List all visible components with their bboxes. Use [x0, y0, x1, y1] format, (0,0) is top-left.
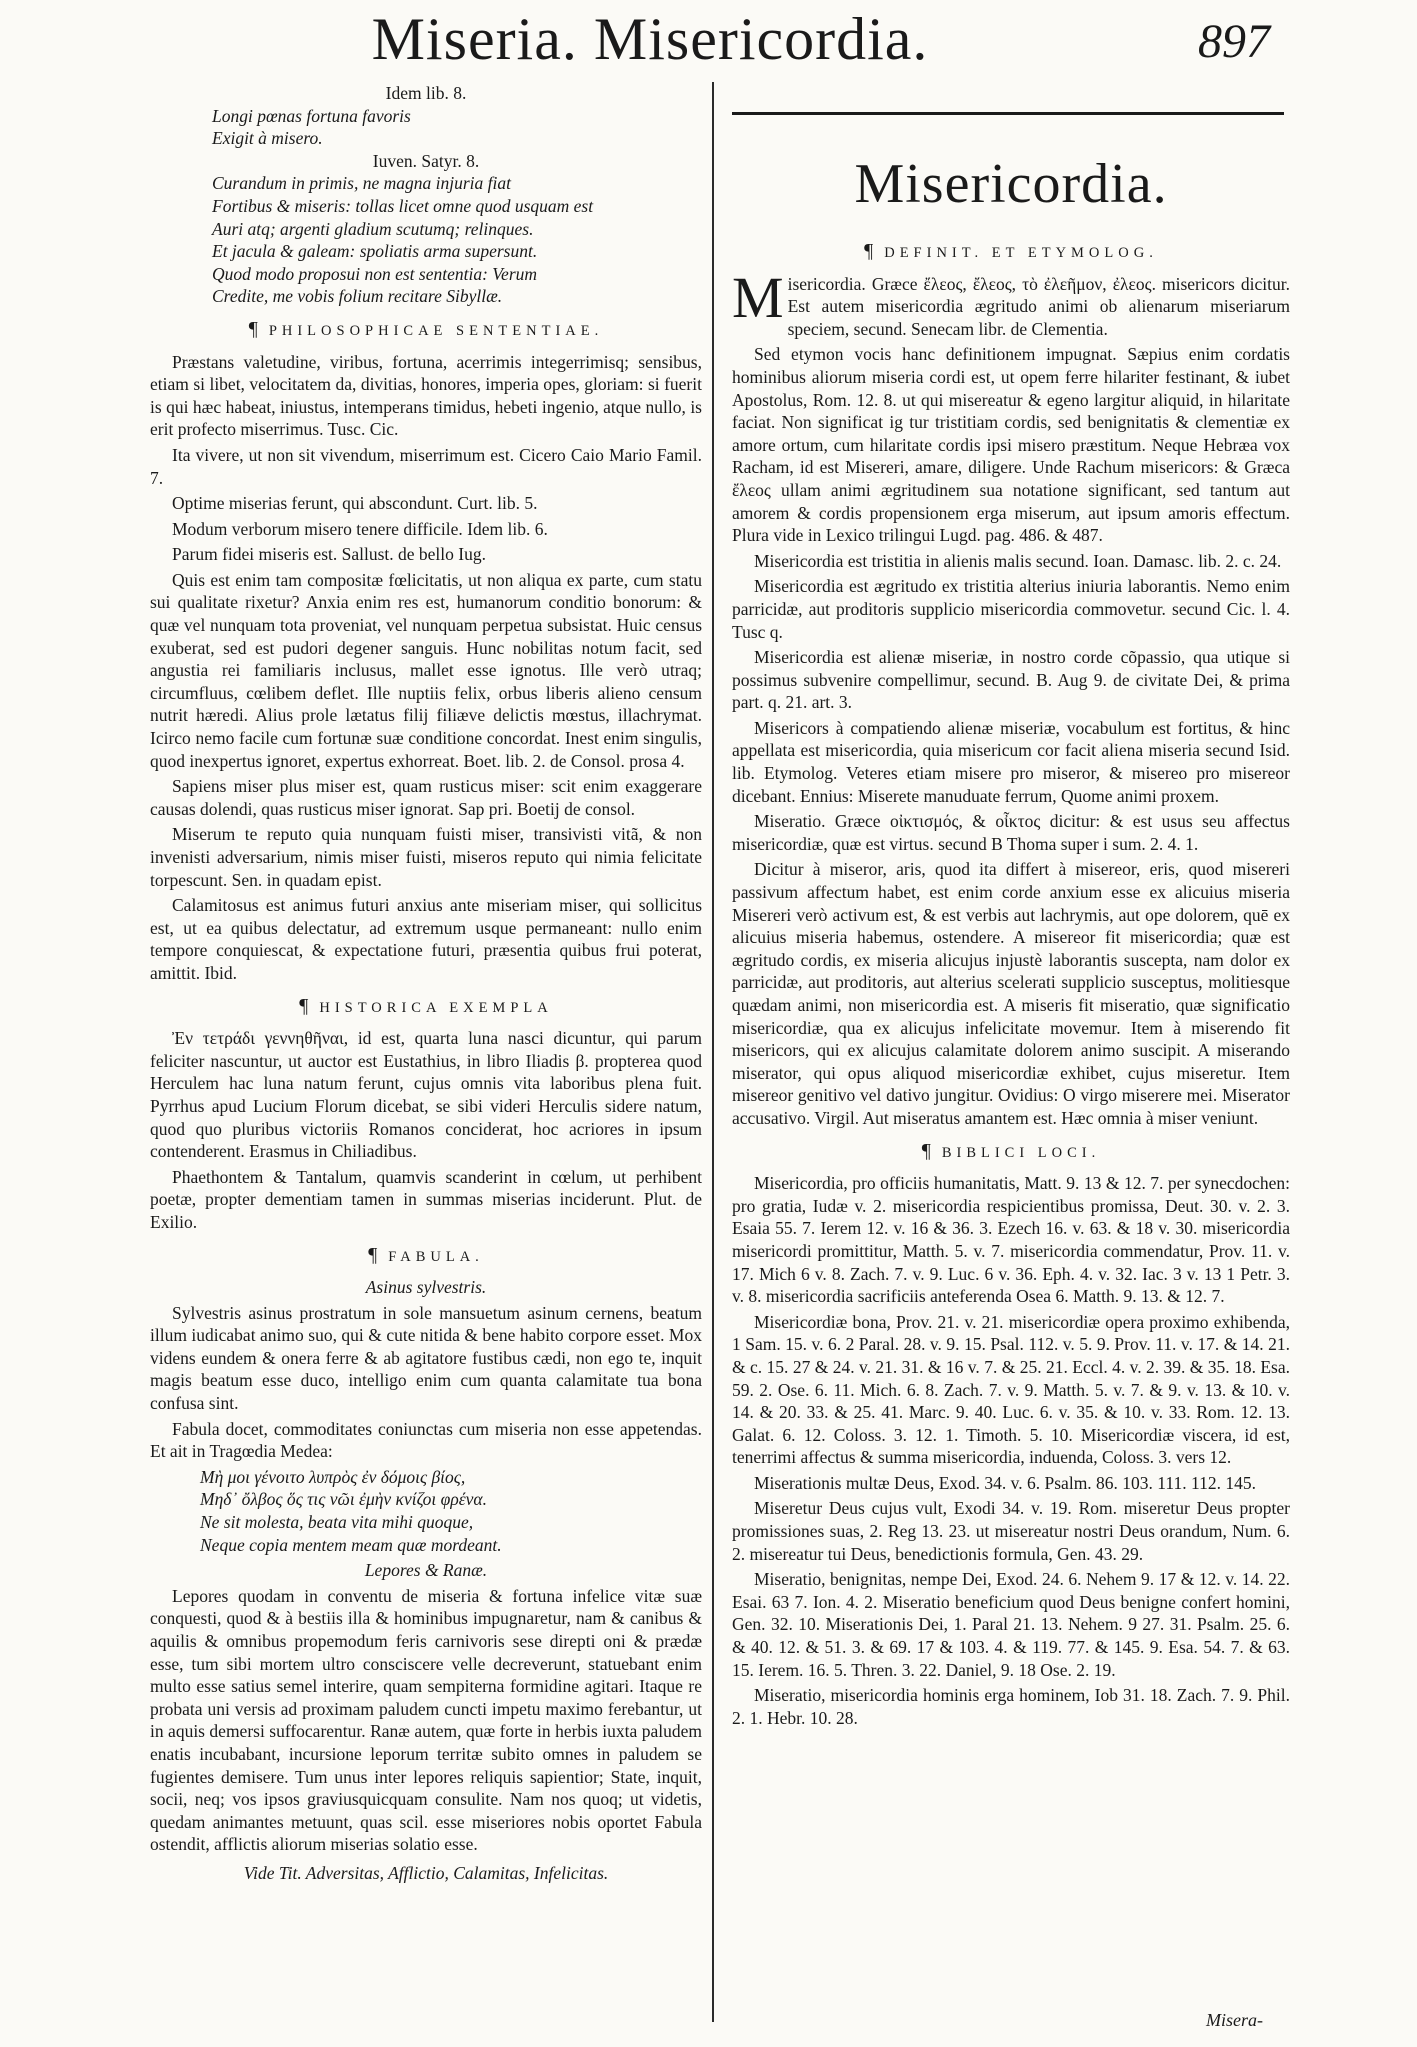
verse-line: Auri atq; argenti gladium scutumq; relinques. — [212, 218, 534, 239]
verse-line: Longi pœnas fortuna favoris — [212, 105, 411, 126]
paragraph-mark-icon: ¶ — [864, 240, 879, 262]
paragraph: Sylvestris asinus prostratum in sole mansuetum asinum cernens, beatum illum iudicabat animo suo, qui & cute nitida & bene habito corpore esset. Mox videns eundem & onera ferre & ab agitatore fustibus cædi, non ego te, inquit magis beatum esse duco, intelligo enim cum quanta calamitate tua bona confusa sint. — [150, 1302, 702, 1414]
section-heading: ¶ PHILOSOPHICAE SENTENTIAE. — [248, 317, 604, 340]
paragraph-mark-icon: ¶ — [248, 317, 263, 340]
paragraph: Misericordia est tristitia in alienis malis secund. Ioan. Damasc. lib. 2. c. 24. — [754, 550, 1282, 571]
left-column — [150, 82, 702, 1902]
paragraph-mark-icon: ¶ — [368, 1243, 383, 1266]
paragraph: Quis est enim tam compositæ fœlicitatis, ut non aliqua ex parte, cum statu sui qualitate rixetur? Anxia enim res est, humanorum conditio bonorum: & quæ vel nunquam tota proveniat, vel nunquam perpetua subsistat. Huic census exuberat, sed est pudori degener sanguis. Hunc nobilitas notum facit, sed angustia rei familiaris inclusus, mallet esse ignotus. Ille verò utraq; circumfluus, cœlibem deflet. Ille nuptiis felix, orbus liberis alieno censum nutrit hæredi. Alius prole lætatus filij filiæve delictis mœstus, illachrymat. Icirco nemo facile cum fortunæ suæ conditione concordat. Inest enim singulis, quod inexpertus ignoret, expertus exhorreat. Boet. lib. 2. de Consol. prosa 4. — [150, 569, 702, 771]
page-number: 897 — [1198, 15, 1270, 68]
verse-line: Curandum in primis, ne magna injuria fiat — [212, 173, 511, 194]
section-heading: ¶ FABULA. — [368, 1243, 484, 1266]
verse-line: Fortibus & miseris: tollas licet omne quod usquam est — [212, 195, 594, 216]
paragraph: Optime miserias ferunt, qui abscondunt. Curt. lib. 5. — [172, 493, 538, 514]
section-heading: ¶ HISTORICA EXEMPLA — [299, 994, 553, 1017]
paragraph: Misericordia, pro officiis humanitatis, Matt. 9. 13 & 12. 7. per synecdochen: pro gratia, Iudæ v. 2. misericordia respicientibus promissa, Deut. 30. v. 2. 3. Esaia 55. 7. Ierem 12. v. 16 & 36. 3. Ezech 16. v. 63. & 18 v. 30. misericordia misericordi promittitur, Matth. 5. v. 7. misericordia commendatur, Prov. 11. v. 17. Mich 6 v. 8. Zach. 7. v. 9. Luc. 6 v. 36. Eph. 4. v. 32. Iac. 3 v. 13 1 Petr. 3. v. 8. misericordia sacrificiis anteferenda Osea 6. Matth. 9. 13. & 12. 7. — [732, 1173, 1290, 1307]
paragraph-mark-icon: ¶ — [921, 1139, 936, 1162]
paragraph: Fabula docet, commoditates coniunctas cum miseria non esse appetendas. Et ait in Tragœdia Medea: — [150, 1418, 702, 1462]
verse-line: Et jacula & galeam: spoliatis arma supersunt. — [212, 241, 538, 262]
paragraph: Modum verborum misero tenere difficile. Idem lib. 6. — [172, 518, 548, 539]
paragraph: Misericordiæ bona, Prov. 21. v. 21. misericordiæ opera proximo exhibenda, 1 Sam. 15. v. 6. 2 Paral. 28. v. 9. 15. Psal. 112. v. 5. 9. Prov. 11. v. 17. & 14. 21. & c. 15. 27 & 24. v. 21. 31. & 16 v. 7. & 25. 21. Eccl. 4. v. 2. 39. & 35. 18. Esa. 59. 2. Ose. 6. 11. Mich. 6. 8. Zach. 7. v. 9. Matth. 5. v. 7. & 9. v. 13. & 10. v. 14. & 20. 33. & 25. 41. Marc. 9. 40. Luc. 6. v. 35. & 10. v. 33. Rom. 12. 13. Galat. 6. 12. Coloss. 3. 12. 1. Timoth. 5. 10. Misericordiæ viscera, id est, tenerrimi affectus & summa misericordia, induenda, Coloss. 3. vers 12. — [732, 1311, 1290, 1468]
verse-line: Μηδ᾽ ὄλβος ὅς τις νῶι ἐμὴν κνίζοι φρένα. — [200, 1489, 487, 1510]
paragraph: Miseratio, misericordia hominis erga hominem, Iob 31. 18. Zach. 7. 9. Phil. 2. 1. Hebr. 10. 28. — [732, 1685, 1290, 1728]
verse-line: Credite, me vobis folium recitare Sibyllæ. — [212, 286, 503, 307]
cross-reference: Vide Tit. Adversitas, Afflictio, Calamitas, Infelicitas. — [243, 1862, 609, 1883]
page-header — [0, 0, 1417, 86]
verse-line: Quod modo proposui non est sententia: Verum — [212, 263, 538, 284]
section-heading: ¶ DEFINIT. ET ETYMOLOG. — [864, 240, 1158, 262]
paragraph: Misericordia. Græce ἔλεος, ἔλεος, τὸ ἐλεῆμον, ἐλεος. misericors dicitur. Est autem misericordia ægritudo animi ob alienarum miseriarum speciem, secund. Senecam libr. de Clementia. — [732, 264, 1290, 339]
entry-title: Misericordia. — [854, 153, 1168, 215]
paragraph: Miserationis multæ Deus, Exod. 34. v. 6. Psalm. 86. 103. 111. 112. 145. — [754, 1472, 1256, 1493]
paragraph: Phaethontem & Tantalum, quamvis scanderint in cœlum, ut perhibent poetæ, propter dementiam tamen in summas miserias inciderunt. Plut. de Exilio. — [150, 1166, 702, 1232]
paragraph: Sed etymon vocis hanc definitionem impugnat. Sæpius enim cordatis hominibus aliorum miseria cordi est, ut opem ferre hilariter festinant, & iubet Apostolus, Rom. 12. 8. ut qui misereatur & egeno largitur aliquid, in hilaritate faciat. Non significat ig tur tristitiam cordis, sed benignitatis & clementiæ ex amore ortum, cum hilaritate cordis ipsi misero præstitum. Neque Hebræa vox Racham, id est Misereri, amare, diligere. Unde Rachum misericors: & Græca ἔλεος ullam animi ægritudinem sua notatione significant, sed tantum aut amorem & cordis propensionem erga miserum, aut ipsum amoris effectum. Plura vide in Lexico trilingui Lugd. pag. 486. & 487. — [732, 344, 1290, 546]
right-column — [732, 82, 1290, 1732]
paragraph-mark-icon: ¶ — [299, 994, 314, 1017]
fable-title: Asinus sylvestris. — [365, 1277, 487, 1298]
paragraph: Miserum te reputo quia nunquam fuisti miser, transivisti vitã, & non invenisti adversarium, nimis miser fuisti, miseros reputo qui nimia felicitate torpescunt. Sen. in quadam epist. — [150, 824, 702, 890]
paragraph: Misericordia est ægritudo ex tristitia alterius iniuria laborantis. Nemo enim parricidæ, aut proditoris supplicio misericordia commovetur. secund Cic. l. 4. Tusc q. — [732, 576, 1290, 642]
verse-line: Exigit à misero. — [212, 128, 323, 149]
paragraph: Miseratio, benignitas, nempe Dei, Exod. 24. 6. Nehem 9. 17 & 12. v. 14. 22. Esai. 63 7. Ion. 4. 2. Miseratio beneficium quod Deus benigne confert homini, Gen. 32. 10. Miserationis Dei, 1. Paral 21. 13. Nehem. 9 27. 31. Psalm. 25. 6. & 40. 12. & 51. 3. & 69. 17 & 103. 4. & 119. 77. & 145. 9. Esa. 54. 7. & 63. 15. Ierem. 16. 5. Thren. 3. 22. Daniel, 9. 18 Ose. 2. 19. — [732, 1569, 1290, 1680]
paragraph: Misericordia est alienæ miseriæ, in nostro corde cõpassio, qua utique si possimus subvenire compellimur, secund. B. Aug 9. de civitate Dei, & prima part. q. 21. art. 3. — [732, 647, 1290, 713]
paragraph: Parum fidei miseris est. Sallust. de bello Iug. — [172, 544, 486, 565]
paragraph: Lepores quodam in conventu de miseria & fortuna infelice vitæ suæ conquesti, quod & à bestiis illa & hominibus impugnaretur, nam & canibus & aquilis & omnibus propemodum feris carnivoris sese direpti oni & prædæ esse, tum sibi mortem ultro consciscere velle decreverunt, statuebant enim multo esse satius semel interire, quam sempiterna formidine agitari. Itaque re probata uni versis ad proximam paludem cuncti impetu maximo ferebantur, ut in aquis demersi suffocarentur. Ranæ autem, quæ forte in herbis iuxta paludem enatis incubabant, incursione leporum territæ subito omnes in paludem se fugientes demisere. Tum unus inter lepores reliquis sapientior; State, inquit, socii, neq; vos ipsos graviusquicquam consulite. Nam nos quoq; ut videtis, quedam animantes metuunt, quas scil. esse miseriores nobis oportet Fabula ostendit, afflictis aliorum miserias solatio esse. — [150, 1585, 702, 1855]
verse-line: Ne sit molesta, beata vita mihi quoque, — [200, 1512, 474, 1533]
paragraph: Miseratio. Græce οἰκτισμός, & οἶκτος dicitur: & est usus seu affectus misericordiæ, quæ est virtus. secund B Thoma super i sum. 2. 4. 1. — [732, 811, 1290, 854]
fable-title: Lepores & Ranæ. — [364, 1560, 488, 1581]
paragraph: Dicitur à miseror, aris, quod ita differt à misereor, eris, quod misereri passivum affectum habet, est enim corde anxium esse ex alicuius miseria Misereri verò activum est, & est verbis aut lachrymis, aut ope dolorem, quē ex alicuius miseria habemus, ostendere. A misereor fit misericordia; quæ est ægritudo cordis, ex miseria alicujus injustè laborantis suscepta, nam dolor ex parricidæ, aut proditoris, aut alterius scelerati supplicio susceptus, molitiesque quædam animi, non misericordia est. A miseris fit miseratio, quæ significatio misericordiæ, qua ex alicujus infelicitate movemur. Item à miserendo fit misericors, qui ex alicujus calamitate dolorem animo suscipit. A miserando miserator, qui opus aliquod misericordiæ exhibet, cujus miseretur. Item misereor genitivo vel dativo jungitur. Ovidius: O virgo miserere mei. Miserator accusativo. Virgil. Aut miseratus amantem est. Hæc omnia à miser veniunt. — [732, 859, 1290, 1128]
source-citation: Iuven. Satyr. 8. — [372, 150, 480, 171]
paragraph: Calamitosus est animus futuri anxius ante miseriam miser, qui sollicitus est, ut ea quibus delectatur, ad extremum usque permaneant: nullo enim tempore conquiescat, & expectatione futuri, præsentia quibus frui poterat, amittit. Ibid. — [150, 895, 702, 983]
column-divider — [712, 82, 714, 2022]
drop-cap: M — [732, 264, 784, 330]
paragraph: Sapiens miser plus miser est, quam rusticus miser: scit enim exaggerare causas dolendi, quas rusticus miser ignorat. Sap pri. Boetij de consol. — [150, 776, 702, 819]
paragraph: Miseretur Deus cujus vult, Exodi 34. v. 19. Rom. miseretur Deus propter promissiones suas, 2. Reg 13. 23. ut misereatur nostri Deus orandum, Num. 6. 2. misereatur tui Deus, benedictionis formula, Gen. 43. 29. — [732, 1498, 1290, 1564]
source-citation: Idem lib. 8. — [385, 83, 467, 103]
verse-line: Μὴ μοι γένοιτο λυπρὸς ἐν δόμοις βίος, — [200, 1466, 466, 1487]
paragraph: Misericors à compatiendo alienæ miseriæ, vocabulum est fortitus, & hinc appellata est misericordia, quia misericum cor facit aliena miseria secund Isid. lib. Etymolog. Veteres etiam misere pro miseror, & misereo pro misereor dicebant. Ennius: Miserete manuduate ferrum, Quome animi proxem. — [732, 717, 1290, 806]
paragraph: Ita vivere, ut non sit vivendum, miserrimum est. Cicero Caio Mario Famil. 7. — [150, 444, 702, 488]
paragraph: Ἐν τετράδι γεννηθῆναι, id est, quarta luna nasci dicuntur, qui parum feliciter nascuntur, ut auctor est Eustathius, in libro Iliadis β. propterea quod Herculem hac luna natum ferunt, cujus omnis vita laboribus plena fuit. Pyrrhus apud Lucium Florum dicebat, se sibi videri Herculis sidere natum, quod quo pluribus victoriis Romanos conciderat, hoc acriores in ipsum contenderent. Erasmus in Chiliadibus. — [150, 1028, 702, 1162]
catchword: Misera- — [1206, 2010, 1263, 2030]
running-head: Miseria. Misericordia. — [371, 6, 929, 72]
paragraph: Præstans valetudine, viribus, fortuna, acerrimis integerrimisq; sensibus, etiam si libet, velocitatem da, divitias, honores, imperia opes, gloriam: si fuerit is qui hæc habeat, iniustus, intemperans timidus, hebeti ingenio, atque nullo, is erit profecto miserrimus. Tusc. Cic. — [150, 351, 702, 440]
verse-line: Neque copia mentem meam quæ mordeant. — [200, 1534, 502, 1555]
section-heading: ¶ BIBLICI LOCI. — [921, 1139, 1101, 1162]
